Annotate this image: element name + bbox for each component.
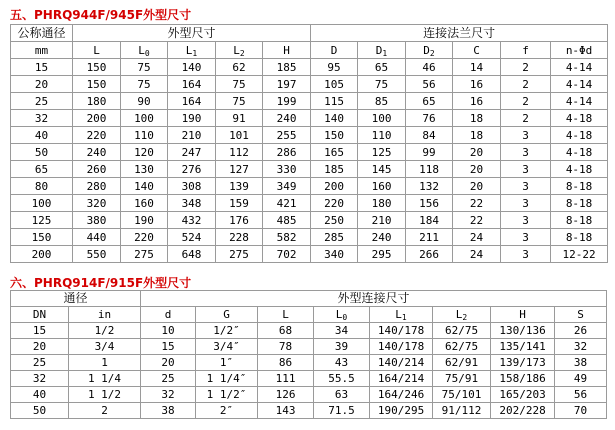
table-cell: 199 — [263, 93, 311, 110]
table-cell: 185 — [263, 59, 311, 76]
table-cell: 15 — [11, 59, 73, 76]
column-header-subscript: 0 — [144, 48, 150, 58]
table-cell: 286 — [263, 144, 311, 161]
column-header — [314, 307, 370, 323]
table-row — [11, 76, 608, 93]
table-row — [11, 339, 607, 355]
table-cell: 164/246 — [370, 387, 433, 403]
table-cell: 24 — [453, 246, 501, 263]
table-cell: 180 — [73, 93, 121, 110]
table-cell: 190 — [121, 212, 168, 229]
table-cell: 200 — [11, 246, 73, 263]
table-cell: 176 — [216, 212, 263, 229]
table-cell: 32 — [11, 110, 73, 127]
table-cell: 295 — [358, 246, 406, 263]
column-header-label: C — [473, 43, 480, 57]
table-cell: 4-14 — [551, 76, 608, 93]
table-cell: 190 — [168, 110, 216, 127]
table-cell: 210 — [168, 127, 216, 144]
table-cell: 1 1/2 — [69, 387, 141, 403]
table-cell: 20 — [453, 144, 501, 161]
table-cell: 80 — [11, 178, 73, 195]
table-cell: 160 — [358, 178, 406, 195]
column-header — [196, 307, 258, 323]
table-cell: 50 — [11, 144, 73, 161]
column-header — [11, 42, 73, 59]
table-cell: 702 — [263, 246, 311, 263]
column-header — [69, 307, 141, 323]
table-cell: 75 — [121, 59, 168, 76]
column-header — [501, 42, 551, 59]
table-cell: 63 — [314, 387, 370, 403]
table-cell: 3 — [501, 161, 551, 178]
table-cell: 4-18 — [551, 127, 608, 144]
table-cell: 348 — [168, 195, 216, 212]
table-cell: 485 — [263, 212, 311, 229]
table-cell: 140 — [121, 178, 168, 195]
table-cell: 1 — [69, 355, 141, 371]
table-cell: 210 — [358, 212, 406, 229]
table-cell: 2 — [501, 93, 551, 110]
column-header-label: S — [577, 308, 584, 321]
table-cell: 3 — [501, 195, 551, 212]
column-header — [141, 307, 196, 323]
table-cell: 1/2 — [69, 323, 141, 339]
table-cell: 280 — [73, 178, 121, 195]
table-cell: 50 — [11, 403, 69, 419]
table-cell: 32 — [11, 371, 69, 387]
table-row — [11, 161, 608, 178]
table-cell: 112 — [216, 144, 263, 161]
table-cell: 135/141 — [491, 339, 555, 355]
table-cell: 1/2″ — [196, 323, 258, 339]
column-header-label: L — [282, 308, 289, 321]
table-cell: 165 — [311, 144, 358, 161]
table-cell: 38 — [141, 403, 196, 419]
table-cell: 524 — [168, 229, 216, 246]
table-cell: 143 — [258, 403, 314, 419]
table-row — [11, 178, 608, 195]
table-cell: 8-18 — [551, 195, 608, 212]
table-cell: 38 — [555, 355, 607, 371]
table-row — [11, 127, 608, 144]
column-header-subscript: 1 — [192, 48, 198, 58]
table-cell: 140/178 — [370, 323, 433, 339]
column-header — [491, 307, 555, 323]
column-header — [73, 42, 121, 59]
table-cell: 32 — [555, 339, 607, 355]
table-row — [11, 229, 608, 246]
table-cell: 32 — [141, 387, 196, 403]
table-cell: 156 — [406, 195, 453, 212]
table-cell: 1 1/2″ — [196, 387, 258, 403]
table-cell: 15 — [11, 323, 69, 339]
column-header — [555, 307, 607, 323]
table-cell: 220 — [73, 127, 121, 144]
table-cell: 3 — [501, 178, 551, 195]
column-header-subscript: 2 — [429, 48, 435, 58]
column-header-label: L — [395, 308, 402, 321]
table-cell: 22 — [453, 195, 501, 212]
table-cell: 20 — [11, 339, 69, 355]
column-header — [406, 42, 453, 59]
table-cell: 1″ — [196, 355, 258, 371]
table-cell: 180 — [358, 195, 406, 212]
column-header-label: DN — [32, 308, 47, 321]
table-cell: 62/91 — [433, 355, 491, 371]
table-cell: 12-22 — [551, 246, 608, 263]
table1-title: 五、PHRQ944F/945F外型尺寸 — [10, 8, 192, 22]
column-header-label: D — [330, 43, 338, 57]
table-cell: 330 — [263, 161, 311, 178]
group-header-flange-dimensions: 连接法兰尺寸 — [311, 25, 608, 42]
table-cell: 39 — [314, 339, 370, 355]
column-header-label: in — [97, 308, 112, 321]
table-cell: 110 — [121, 127, 168, 144]
table-cell: 200 — [311, 178, 358, 195]
table-cell: 76 — [406, 110, 453, 127]
table-cell: 75/91 — [433, 371, 491, 387]
table-cell: 648 — [168, 246, 216, 263]
column-header-label: G — [223, 308, 230, 321]
column-header-subscript: 0 — [342, 313, 348, 322]
table-row — [11, 371, 607, 387]
table-cell: 75/101 — [433, 387, 491, 403]
table-cell: 4-14 — [551, 59, 608, 76]
table-cell: 184 — [406, 212, 453, 229]
table-cell: 145 — [358, 161, 406, 178]
table-cell: 8-18 — [551, 229, 608, 246]
table-cell: 120 — [121, 144, 168, 161]
table-cell: 10 — [141, 323, 196, 339]
table-cell: 250 — [311, 212, 358, 229]
column-header — [121, 42, 168, 59]
column-header — [358, 42, 406, 59]
column-header-label: L — [233, 43, 240, 57]
table-cell: 130 — [121, 161, 168, 178]
dimensions-table-944f-945f — [10, 24, 608, 263]
table-cell: 308 — [168, 178, 216, 195]
table-cell: 62/75 — [433, 339, 491, 355]
table-cell: 16 — [453, 76, 501, 93]
table-cell: 260 — [73, 161, 121, 178]
table-cell: 4-18 — [551, 144, 608, 161]
column-header — [551, 42, 608, 59]
table-cell: 20 — [453, 161, 501, 178]
table-cell: 56 — [555, 387, 607, 403]
table-cell: 150 — [73, 76, 121, 93]
table-cell: 440 — [73, 229, 121, 246]
column-header-label: n-Φd — [565, 43, 593, 57]
table-cell: 220 — [311, 195, 358, 212]
table-cell: 165/203 — [491, 387, 555, 403]
table-cell: 62 — [216, 59, 263, 76]
table-cell: 2 — [501, 110, 551, 127]
table-cell: 110 — [358, 127, 406, 144]
table-cell: 211 — [406, 229, 453, 246]
table-row — [11, 387, 607, 403]
table-cell: 4-18 — [551, 161, 608, 178]
table-cell: 140 — [311, 110, 358, 127]
table-cell: 118 — [406, 161, 453, 178]
table-cell: 18 — [453, 110, 501, 127]
table-cell: 132 — [406, 178, 453, 195]
table-cell: 65 — [406, 93, 453, 110]
column-header — [433, 307, 491, 323]
table2-body — [11, 323, 607, 419]
table1-body — [11, 59, 608, 263]
table-row — [11, 323, 607, 339]
table-cell: 105 — [311, 76, 358, 93]
table-cell: 43 — [314, 355, 370, 371]
table-cell: 8-18 — [551, 178, 608, 195]
column-header — [263, 42, 311, 59]
table-cell: 20 — [453, 178, 501, 195]
column-header-label: f — [522, 43, 529, 57]
table-cell: 101 — [216, 127, 263, 144]
table-cell: 276 — [168, 161, 216, 178]
table-cell: 421 — [263, 195, 311, 212]
table-cell: 2 — [501, 59, 551, 76]
table-cell: 49 — [555, 371, 607, 387]
table-cell: 130/136 — [491, 323, 555, 339]
group-header-diameter: 通径 — [11, 291, 141, 307]
table-cell: 200 — [73, 110, 121, 127]
table-row — [11, 144, 608, 161]
table-cell: 164 — [168, 76, 216, 93]
column-header-label: H — [519, 308, 526, 321]
column-header-subscript: 1 — [401, 313, 407, 322]
dimensions-table-914f-915f — [10, 290, 607, 419]
table-cell: 1 1/4 — [69, 371, 141, 387]
table1-column-header-row — [11, 42, 608, 59]
table-cell: 320 — [73, 195, 121, 212]
table-cell: 275 — [216, 246, 263, 263]
table-cell: 20 — [11, 76, 73, 93]
table-cell: 75 — [216, 76, 263, 93]
table-cell: 65 — [11, 161, 73, 178]
table-cell: 86 — [258, 355, 314, 371]
table-cell: 164/214 — [370, 371, 433, 387]
table-cell: 75 — [358, 76, 406, 93]
table-cell: 75 — [216, 93, 263, 110]
table-cell: 3 — [501, 229, 551, 246]
table-cell: 55.5 — [314, 371, 370, 387]
table-cell: 4-18 — [551, 110, 608, 127]
table-cell: 15 — [141, 339, 196, 355]
table-cell: 75 — [121, 76, 168, 93]
table-cell: 125 — [358, 144, 406, 161]
table-cell: 150 — [11, 229, 73, 246]
table-cell: 158/186 — [491, 371, 555, 387]
table-cell: 95 — [311, 59, 358, 76]
table-cell: 255 — [263, 127, 311, 144]
column-header-label: L — [93, 43, 100, 57]
table-cell: 2 — [69, 403, 141, 419]
table-cell: 202/228 — [491, 403, 555, 419]
table-row — [11, 110, 608, 127]
table1-group-header-row — [11, 25, 608, 42]
table-cell: 275 — [121, 246, 168, 263]
table-cell: 125 — [11, 212, 73, 229]
table-cell: 127 — [216, 161, 263, 178]
table-cell: 126 — [258, 387, 314, 403]
table-row — [11, 403, 607, 419]
table-cell: 164 — [168, 93, 216, 110]
column-header-label: L — [138, 43, 145, 57]
table-cell: 3/4″ — [196, 339, 258, 355]
table-cell: 90 — [121, 93, 168, 110]
table-row — [11, 212, 608, 229]
column-header — [258, 307, 314, 323]
column-header — [453, 42, 501, 59]
table-row — [11, 59, 608, 76]
table-cell: 550 — [73, 246, 121, 263]
table-cell: 3 — [501, 127, 551, 144]
table-cell: 70 — [555, 403, 607, 419]
table-cell: 266 — [406, 246, 453, 263]
column-header-label: L — [185, 43, 193, 57]
table-cell: 197 — [263, 76, 311, 93]
table-cell: 4-14 — [551, 93, 608, 110]
table2-column-header-row — [11, 307, 607, 323]
table-cell: 582 — [263, 229, 311, 246]
table-cell: 26 — [555, 323, 607, 339]
table-row — [11, 246, 608, 263]
table-cell: 3 — [501, 212, 551, 229]
table-cell: 25 — [141, 371, 196, 387]
table2-title: 六、PHRQ914F/915F外型尺寸 — [10, 276, 192, 290]
table-cell: 16 — [453, 93, 501, 110]
table-row — [11, 93, 608, 110]
table-cell: 91 — [216, 110, 263, 127]
column-header-label: L — [455, 308, 463, 321]
table-cell: 190/295 — [370, 403, 433, 419]
table-cell: 85 — [358, 93, 406, 110]
table-cell: 240 — [73, 144, 121, 161]
table-cell: 40 — [11, 387, 69, 403]
table-cell: 111 — [258, 371, 314, 387]
table-cell: 140 — [168, 59, 216, 76]
group-header-nominal-diameter: 公称通径 — [11, 25, 73, 42]
table-cell: 84 — [406, 127, 453, 144]
table-cell: 46 — [406, 59, 453, 76]
table-cell: 2″ — [196, 403, 258, 419]
table-row — [11, 355, 607, 371]
table-cell: 247 — [168, 144, 216, 161]
table-cell: 150 — [311, 127, 358, 144]
column-header-label: H — [283, 43, 290, 57]
table-cell: 22 — [453, 212, 501, 229]
table-cell: 139 — [216, 178, 263, 195]
table-cell: 139/173 — [491, 355, 555, 371]
column-header-label: D — [375, 43, 383, 57]
table-cell: 432 — [168, 212, 216, 229]
table-cell: 56 — [406, 76, 453, 93]
table-cell: 68 — [258, 323, 314, 339]
column-header-label: D — [423, 43, 430, 57]
table-cell: 99 — [406, 144, 453, 161]
table-cell: 25 — [11, 355, 69, 371]
table-cell: 340 — [311, 246, 358, 263]
table-cell: 2 — [501, 76, 551, 93]
column-header — [216, 42, 263, 59]
table-cell: 25 — [11, 93, 73, 110]
table-cell: 140/214 — [370, 355, 433, 371]
column-header-label: d — [164, 308, 172, 321]
group-header-outline-dimensions: 外型尺寸 — [73, 25, 311, 42]
column-header-subscript: 2 — [239, 48, 245, 58]
table-cell: 3 — [501, 144, 551, 161]
table-cell: 240 — [358, 229, 406, 246]
table-cell: 40 — [11, 127, 73, 144]
table-row — [11, 195, 608, 212]
table-cell: 3/4 — [69, 339, 141, 355]
table-cell: 160 — [121, 195, 168, 212]
table-cell: 100 — [121, 110, 168, 127]
column-header-subscript: 1 — [382, 48, 388, 58]
table-cell: 380 — [73, 212, 121, 229]
column-header — [370, 307, 433, 323]
column-header-label: L — [335, 308, 343, 321]
table-cell: 18 — [453, 127, 501, 144]
column-header-label: mm — [34, 43, 49, 57]
table-cell: 228 — [216, 229, 263, 246]
table-cell: 24 — [453, 229, 501, 246]
table-cell: 150 — [73, 59, 121, 76]
column-header-subscript: 2 — [462, 313, 468, 322]
table-cell: 1 1/4″ — [196, 371, 258, 387]
column-header — [311, 42, 358, 59]
table-cell: 71.5 — [314, 403, 370, 419]
table-cell: 100 — [358, 110, 406, 127]
table-cell: 14 — [453, 59, 501, 76]
group-header-connection-dimensions: 外型连接尺寸 — [141, 291, 607, 307]
table-cell: 240 — [263, 110, 311, 127]
table-cell: 140/178 — [370, 339, 433, 355]
table-cell: 115 — [311, 93, 358, 110]
table-cell: 62/75 — [433, 323, 491, 339]
table-cell: 285 — [311, 229, 358, 246]
column-header — [11, 307, 69, 323]
table-cell: 20 — [141, 355, 196, 371]
table-cell: 349 — [263, 178, 311, 195]
table-cell: 65 — [358, 59, 406, 76]
table2-group-header-row — [11, 291, 607, 307]
table-cell: 220 — [121, 229, 168, 246]
table-cell: 100 — [11, 195, 73, 212]
table-cell: 34 — [314, 323, 370, 339]
column-header — [168, 42, 216, 59]
table-cell: 185 — [311, 161, 358, 178]
table-cell: 78 — [258, 339, 314, 355]
table-cell: 3 — [501, 246, 551, 263]
table-cell: 91/112 — [433, 403, 491, 419]
table-cell: 8-18 — [551, 212, 608, 229]
table-cell: 159 — [216, 195, 263, 212]
